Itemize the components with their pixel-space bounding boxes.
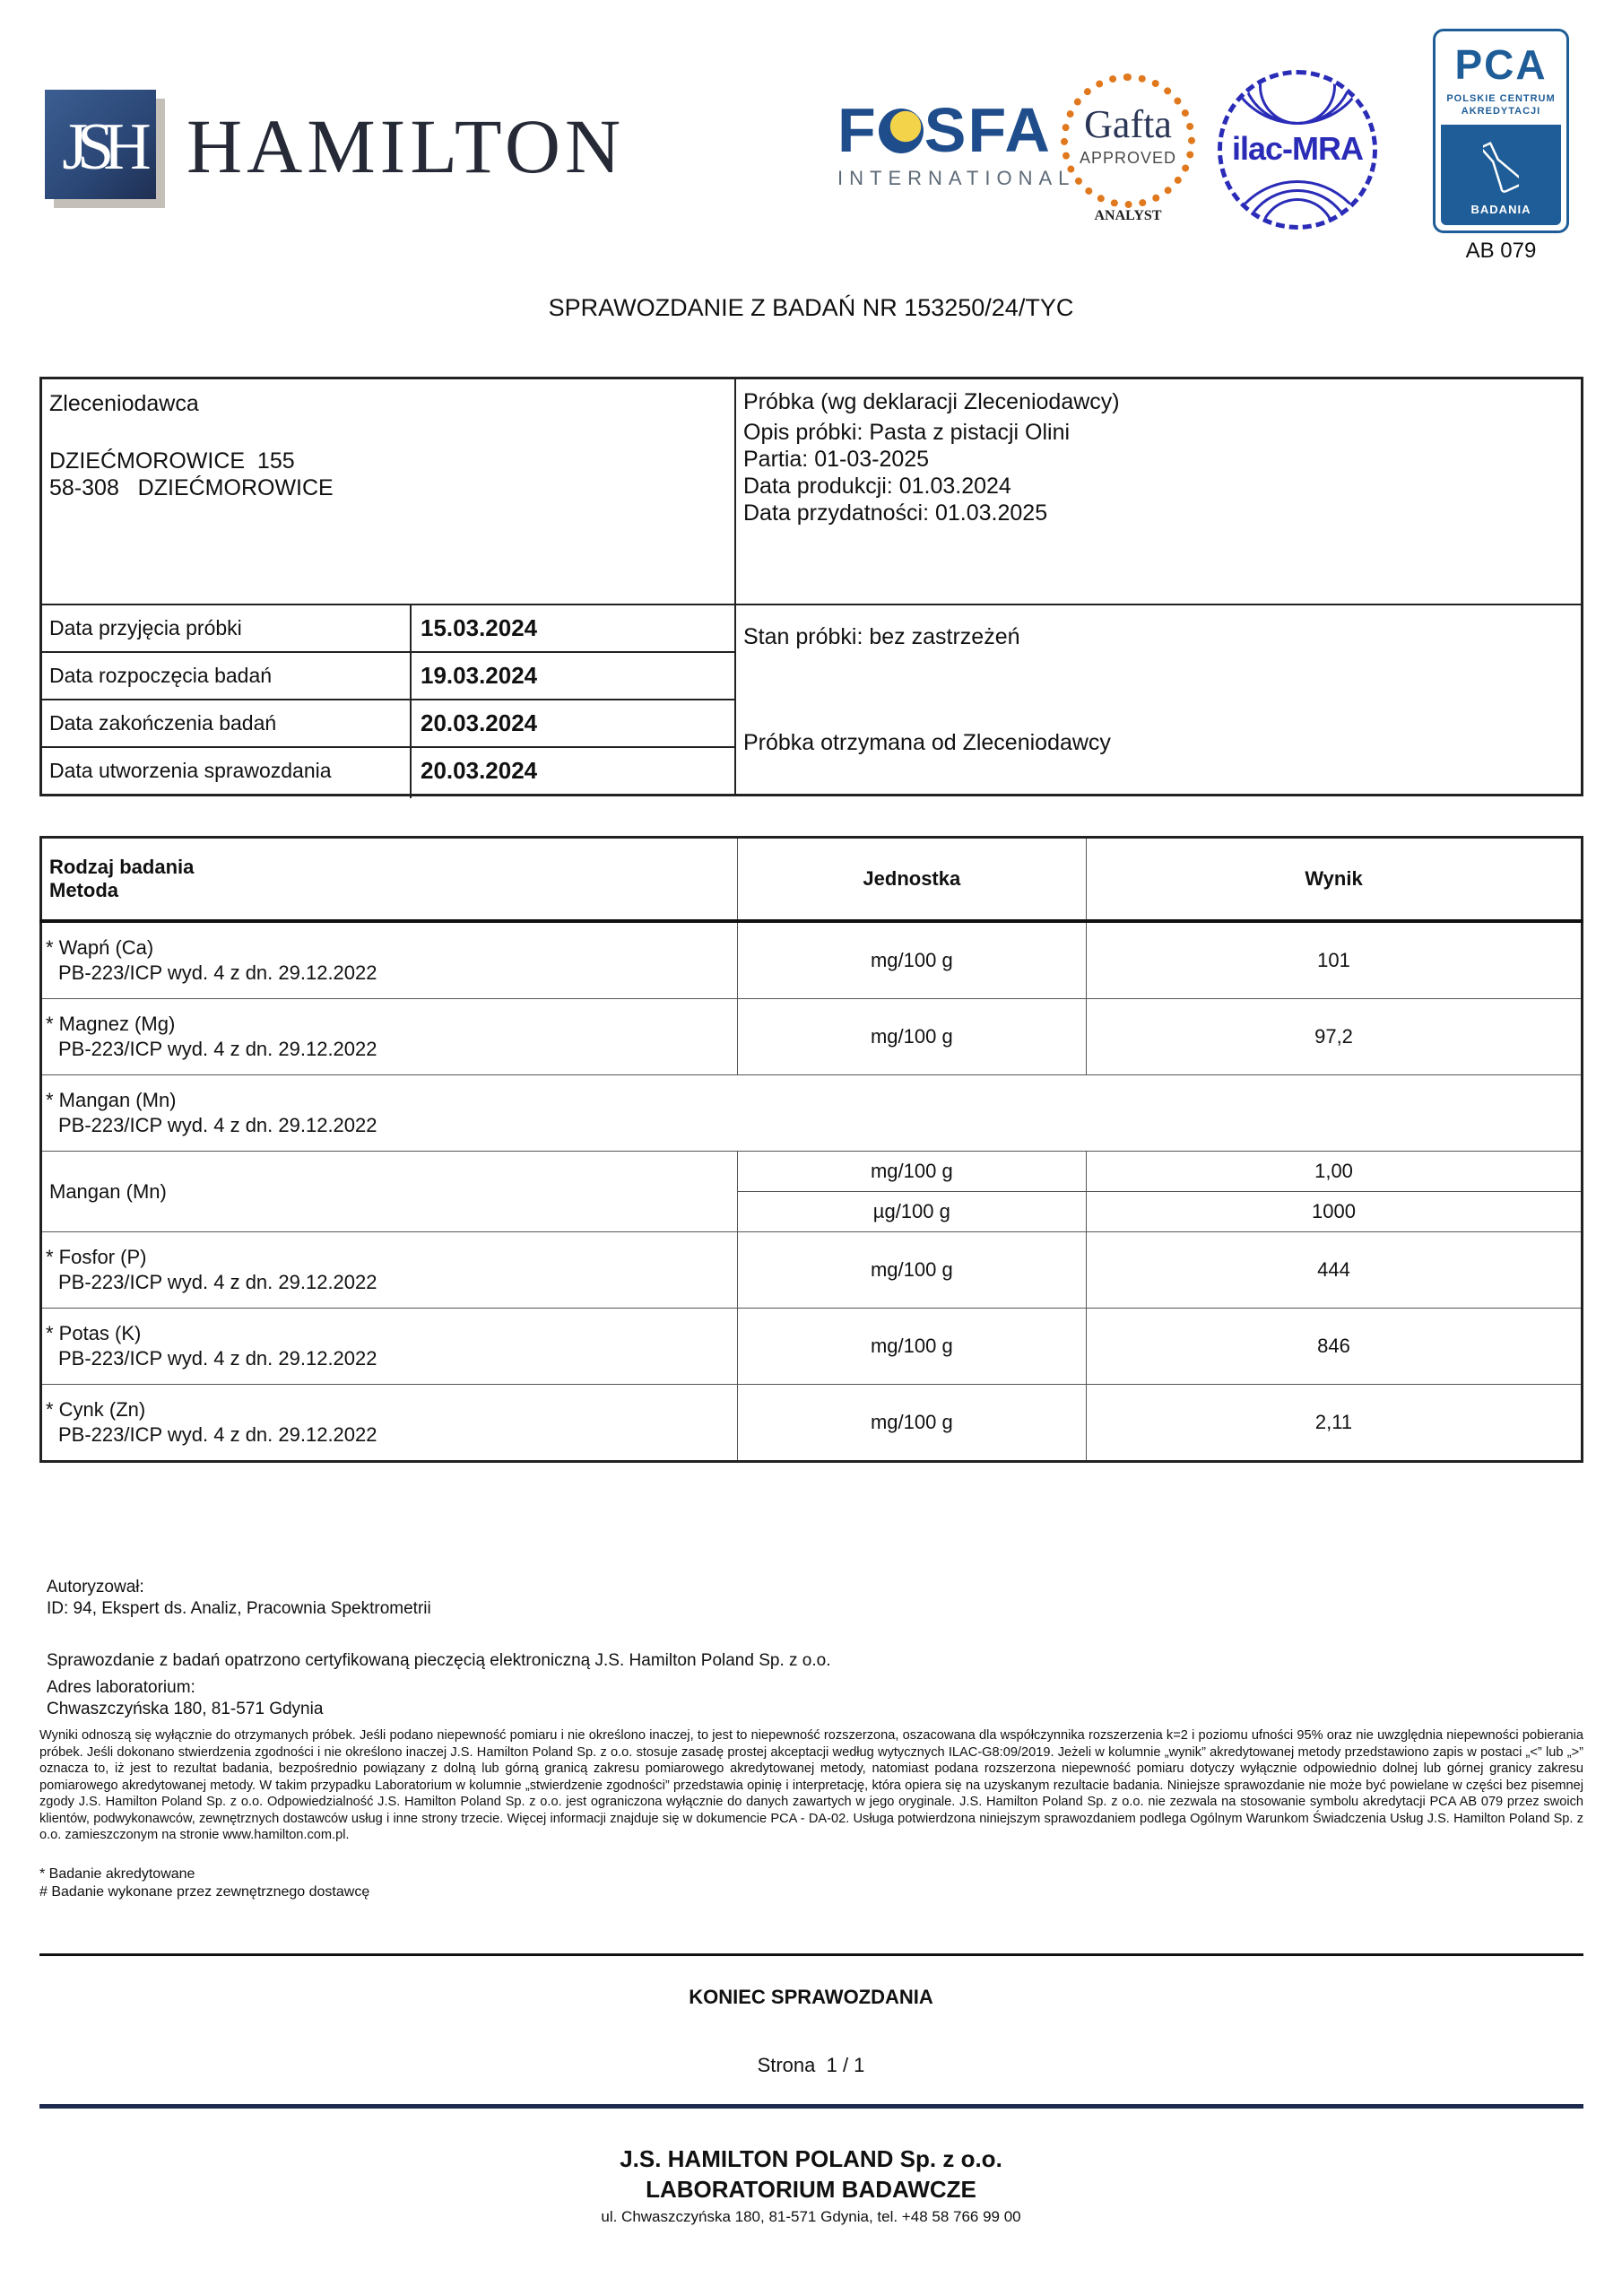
lab-address-value: Chwaszczyńska 180, 81-571 Gdynia	[47, 1700, 324, 1718]
result-cell: 1,00	[1087, 1152, 1583, 1192]
date-row	[42, 605, 734, 653]
company-address: ul. Chwaszczyńska 180, 81-571 Gdynia, tel. +48 58 766 99 00	[601, 2208, 1021, 2225]
date-value: 20.03.2024	[421, 709, 538, 736]
test-cell	[41, 1385, 738, 1462]
company-name: J.S. HAMILTON POLAND Sp. z o.o.	[620, 2145, 1002, 2172]
test-method: PB-223/ICP wyd. 4 z dn. 29.12.2022	[58, 961, 377, 984]
unit-cell: mg/100 g	[737, 1309, 1086, 1385]
divider	[410, 700, 412, 748]
table-row	[41, 1309, 1583, 1385]
legend-accredited: * Badanie akredytowane	[39, 1866, 195, 1882]
client-heading: Zleceniodawca	[49, 391, 199, 416]
divider	[410, 653, 412, 700]
brand-name: HAMILTON	[186, 103, 626, 189]
sample-expiry-date: Data przydatności: 01.03.2025	[743, 500, 1048, 526]
test-name: * Potas (K)	[46, 1322, 142, 1344]
divider	[39, 2104, 1583, 2109]
pca-wordmark: PCA	[1454, 41, 1548, 88]
pca-subtitle-2: AKREDYTACJI	[1461, 106, 1541, 117]
report-title: SPRAWOZDANIE Z BADAŃ NR 153250/24/TYC	[548, 294, 1074, 321]
date-value: 19.03.2024	[421, 662, 538, 689]
test-name: * Mangan (Mn)	[46, 1089, 177, 1111]
lab-address-label: Adres laboratorium:	[47, 1678, 195, 1697]
table-row	[41, 921, 1583, 999]
sample-condition: Stan próbki: bez zastrzeżeń	[743, 624, 1020, 649]
sample-heading: Próbka (wg deklaracji Zleceniodawcy)	[743, 389, 1120, 414]
seal-note: Sprawozdanie z badań opatrzono certyfikowaną pieczęcią elektroniczną J.S. Hamilton Poland Sp. z o.o.	[47, 1651, 831, 1670]
results-table	[39, 836, 1583, 1463]
globe-icon	[879, 109, 924, 153]
fosfa-subtitle: INTERNATIONAL	[837, 167, 1076, 189]
test-cell	[41, 1309, 738, 1385]
date-row	[42, 700, 734, 748]
result-cell: 2,11	[1087, 1385, 1583, 1462]
test-cell	[41, 1232, 738, 1309]
sample-description: Opis próbki: Pasta z pistacji Olini	[743, 420, 1071, 445]
client-address-line2: 58-308 DZIEĆMOROWICE	[49, 475, 334, 500]
test-method: PB-223/ICP wyd. 4 z dn. 29.12.2022	[58, 1271, 377, 1293]
test-cell	[41, 921, 738, 999]
header-test-type: Rodzaj badania	[49, 856, 195, 878]
date-value: 20.03.2024	[421, 757, 538, 784]
client-address-line1: DZIEĆMOROWICE 155	[49, 448, 295, 474]
gafta-approved: APPROVED	[1079, 149, 1177, 167]
result-cell: 1000	[1087, 1192, 1583, 1232]
end-of-report: KONIEC SPRAWOZDANIA	[689, 1986, 933, 2008]
pca-subtitle-1: POLSKIE CENTRUM	[1446, 93, 1556, 104]
header-method: Metoda	[49, 879, 118, 901]
date-row	[42, 653, 734, 700]
date-label: Data rozpoczęcia badań	[49, 664, 273, 687]
fosfa-logo	[837, 95, 1076, 190]
unit-cell: mg/100 g	[737, 1152, 1086, 1192]
date-label: Data utworzenia sprawozdania	[49, 759, 332, 782]
pca-accreditation-code: AB 079	[1465, 239, 1537, 263]
company-block	[0, 2144, 1622, 2205]
result-cell: 846	[1087, 1309, 1583, 1385]
header-unit: Jednostka	[737, 838, 1086, 922]
info-box	[39, 377, 1583, 796]
header-test-method	[41, 838, 738, 922]
date-row	[42, 748, 734, 796]
fosfa-letters: SFA	[924, 95, 1052, 165]
date-value: 15.03.2024	[421, 614, 538, 641]
gafta-name: Gafta	[1084, 102, 1172, 146]
test-name: * Fosfor (P)	[46, 1246, 147, 1268]
test-name: * Cynk (Zn)	[46, 1398, 146, 1421]
test-method: PB-223/ICP wyd. 4 z dn. 29.12.2022	[58, 1038, 377, 1060]
date-label: Data zakończenia badań	[49, 711, 277, 735]
unit-cell: µg/100 g	[737, 1192, 1086, 1232]
divider	[39, 1953, 1583, 1956]
legend-external: # Badanie wykonane przez zewnętrznego dostawcę	[39, 1884, 370, 1900]
divider	[410, 605, 412, 653]
table-row	[41, 1075, 1583, 1152]
gafta-logo	[1061, 74, 1195, 208]
sample-production-date: Data produkcji: 01.03.2024	[743, 474, 1011, 499]
ilac-mra-logo	[1218, 70, 1377, 230]
test-method: PB-223/ICP wyd. 4 z dn. 29.12.2022	[58, 1114, 377, 1136]
flask-icon	[1483, 137, 1519, 195]
table-header-row	[41, 838, 1583, 922]
test-name: Mangan (Mn)	[41, 1152, 738, 1232]
unit-cell: mg/100 g	[737, 999, 1086, 1075]
table-row	[41, 1152, 1583, 1192]
pca-badania: BADANIA	[1470, 203, 1531, 216]
test-method: PB-223/ICP wyd. 4 z dn. 29.12.2022	[58, 1347, 377, 1370]
pca-logo	[1433, 29, 1569, 233]
authorized-label: Autoryzował:	[47, 1578, 144, 1596]
divider	[734, 379, 736, 794]
divider	[410, 748, 412, 798]
fosfa-letter-f: F	[837, 95, 878, 165]
test-cell	[41, 999, 738, 1075]
table-row	[41, 999, 1583, 1075]
result-cell: 444	[1087, 1232, 1583, 1309]
sample-batch: Partia: 01-03-2025	[743, 447, 930, 472]
ilac-label: ilac-MRA	[1222, 130, 1373, 168]
authorized-value: ID: 94, Ekspert ds. Analiz, Pracownia Spektrometrii	[47, 1599, 431, 1618]
legal-disclaimer: Wyniki odnoszą się wyłącznie do otrzymanych próbek. Jeśli podano niepewność pomiaru i nie określono inaczej, to jest to niepewność rozszerzona, oszacowana dla współczynnika rozszerzenia k=2 i poziomu ufności 95% oraz nie uwzględnia niepewności pobierania próbek. Jeśli dokonano stwierdzenia zgodności i nie określono inaczej J.S. Hamilton Poland Sp. z o.o. stosuje zasadę prostej akceptacji według wytycznych ILAC-G8:09/2019. Jeżeli w kolumnie „wynik” akredytowanej metody przedstawiono zapis w postaci „<” lub „>” oznacza to, iż jest to rezultat badania, bezpośrednio powiązany z dolną lub górną granicą zakresu pomiarowego akredytowanej metody, natomiast podana rozszerzona niepewność pomiaru dotyczy wyłącznie odpowiednio dolnej lub górnej granicy zakresu pomiarowego akredytowanej metody. W takim przypadku Laboratorium w kolumnie „stwierdzenie zgodności” przedstawia opinię i interpretację, która opiera się na uzyskanym rezultacie badania. Niniejsze sprawozdanie nie może być powielane w części bez pisemnej zgody J.S. Hamilton Poland Sp. z o.o. Odpowiedzialność J.S. Hamilton Poland Sp. z o.o. jest ograniczona wyłącznie do danych zawartych w jego oryginale. J.S. Hamilton Poland Sp. z o.o. nie zezwala na stosowanie symbolu akredytacji PCA AB 079 przez swoich klientów, podwykonawców, zewnętrznych dostawców usług i inne strony trzecie. Więcej informacji znajduje się w dokumencie PCA - DA-02. Usługa potwierdzona niniejszym sprawozdaniem podlega Ogólnym Warunkom Świadczenia Usług J.S. Hamilton Poland Sp. z o.o. zamieszczonym na stronie www.hamilton.com.pl.	[39, 1728, 1583, 1842]
sample-source: Próbka otrzymana od Zleceniodawcy	[743, 730, 1111, 755]
result-cell: 97,2	[1087, 999, 1583, 1075]
date-label: Data przyjęcia próbki	[49, 616, 242, 639]
table-row	[41, 1385, 1583, 1462]
unit-cell: mg/100 g	[737, 921, 1086, 999]
jsh-monogram: JSH	[62, 110, 141, 184]
pca-panel	[1441, 125, 1561, 225]
unit-cell: mg/100 g	[737, 1385, 1086, 1462]
test-name: * Wapń (Ca)	[46, 936, 154, 959]
test-method: PB-223/ICP wyd. 4 z dn. 29.12.2022	[58, 1423, 377, 1446]
test-cell	[41, 1075, 1583, 1152]
test-name: * Magnez (Mg)	[46, 1013, 176, 1035]
header-result: Wynik	[1087, 838, 1583, 922]
gafta-analyst: ANALYST	[1094, 208, 1162, 223]
lab-name: LABORATORIUM BADAWCZE	[646, 2176, 976, 2203]
table-row	[41, 1232, 1583, 1309]
page-number: Strona 1 / 1	[757, 2054, 865, 2076]
unit-cell: mg/100 g	[737, 1232, 1086, 1309]
result-cell: 101	[1087, 921, 1583, 999]
